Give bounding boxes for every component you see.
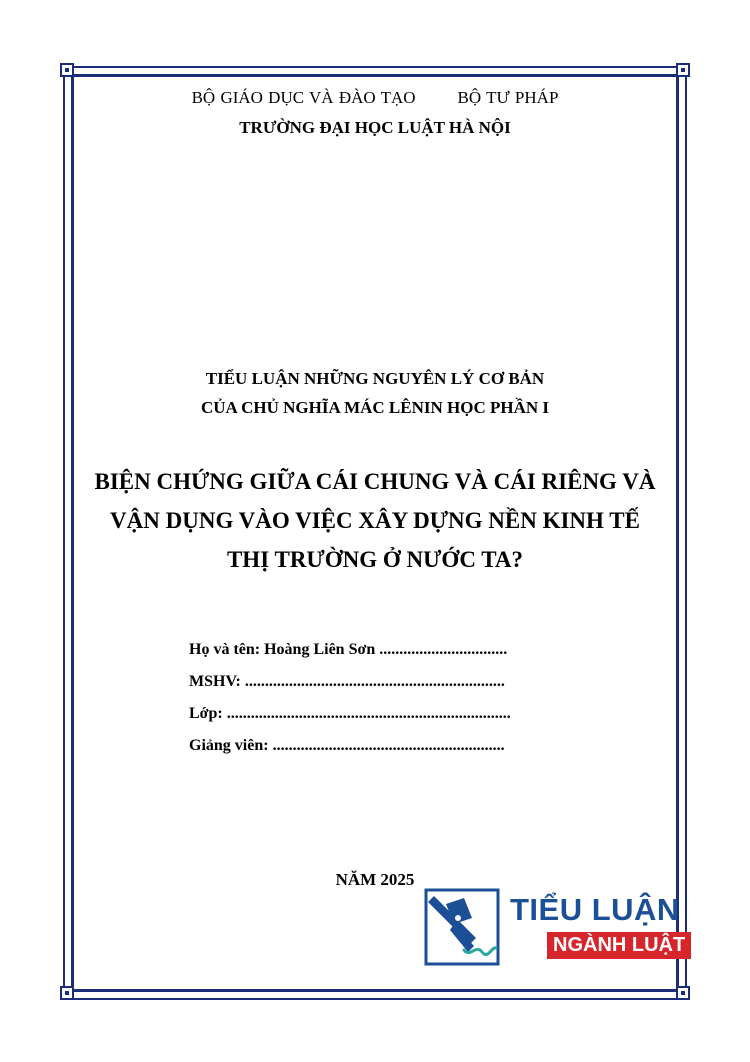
tieu-luan-logo bbox=[424, 888, 686, 968]
logo-bottom-text: NGÀNH LUẬT bbox=[547, 932, 691, 959]
university-name: TRƯỜNG ĐẠI HỌC LUẬT HÀ NỘI bbox=[239, 118, 511, 137]
year: NĂM 2025 bbox=[335, 870, 415, 889]
border-corner-bottom-right bbox=[676, 986, 690, 1000]
ministry-justice: BỘ TƯ PHÁP bbox=[457, 88, 559, 107]
student-name-line: Họ và tên: Hoàng Liên Sơn ................................ bbox=[189, 641, 508, 658]
essay-topic bbox=[80, 462, 670, 579]
student-info bbox=[189, 634, 549, 762]
topic-line-3: THỊ TRƯỜNG Ở NƯỚC TA? bbox=[226, 547, 524, 572]
student-id-line: MSHV: ................................................................. bbox=[189, 673, 505, 690]
border-corner-top-right bbox=[676, 63, 690, 77]
logo-top-text: TIỂU LUẬN bbox=[510, 892, 680, 927]
pen-nib-logo-icon bbox=[424, 888, 500, 966]
class-line: Lớp: ....................................................................... bbox=[189, 705, 511, 722]
subject-title bbox=[0, 364, 750, 422]
lecturer-line: Giảng viên: .......................................................... bbox=[189, 737, 505, 754]
topic-line-1: BIỆN CHỨNG GIỮA CÁI CHUNG VÀ CÁI RIÊNG VÀ bbox=[94, 469, 656, 494]
ministries-header bbox=[0, 88, 750, 108]
ministry-education: BỘ GIÁO DỤC VÀ ĐÀO TẠO bbox=[191, 88, 416, 107]
border-corner-bottom-left bbox=[60, 986, 74, 1000]
topic-line-2: VẬN DỤNG VÀO VIỆC XÂY DỰNG NỀN KINH TẾ bbox=[110, 508, 640, 533]
subject-line-1: TIỂU LUẬN NHỮNG NGUYÊN LÝ CƠ BẢN bbox=[205, 369, 545, 388]
subject-line-2: CỦA CHỦ NGHĨA MÁC LÊNIN HỌC PHẦN I bbox=[200, 398, 550, 417]
border-corner-top-left bbox=[60, 63, 74, 77]
